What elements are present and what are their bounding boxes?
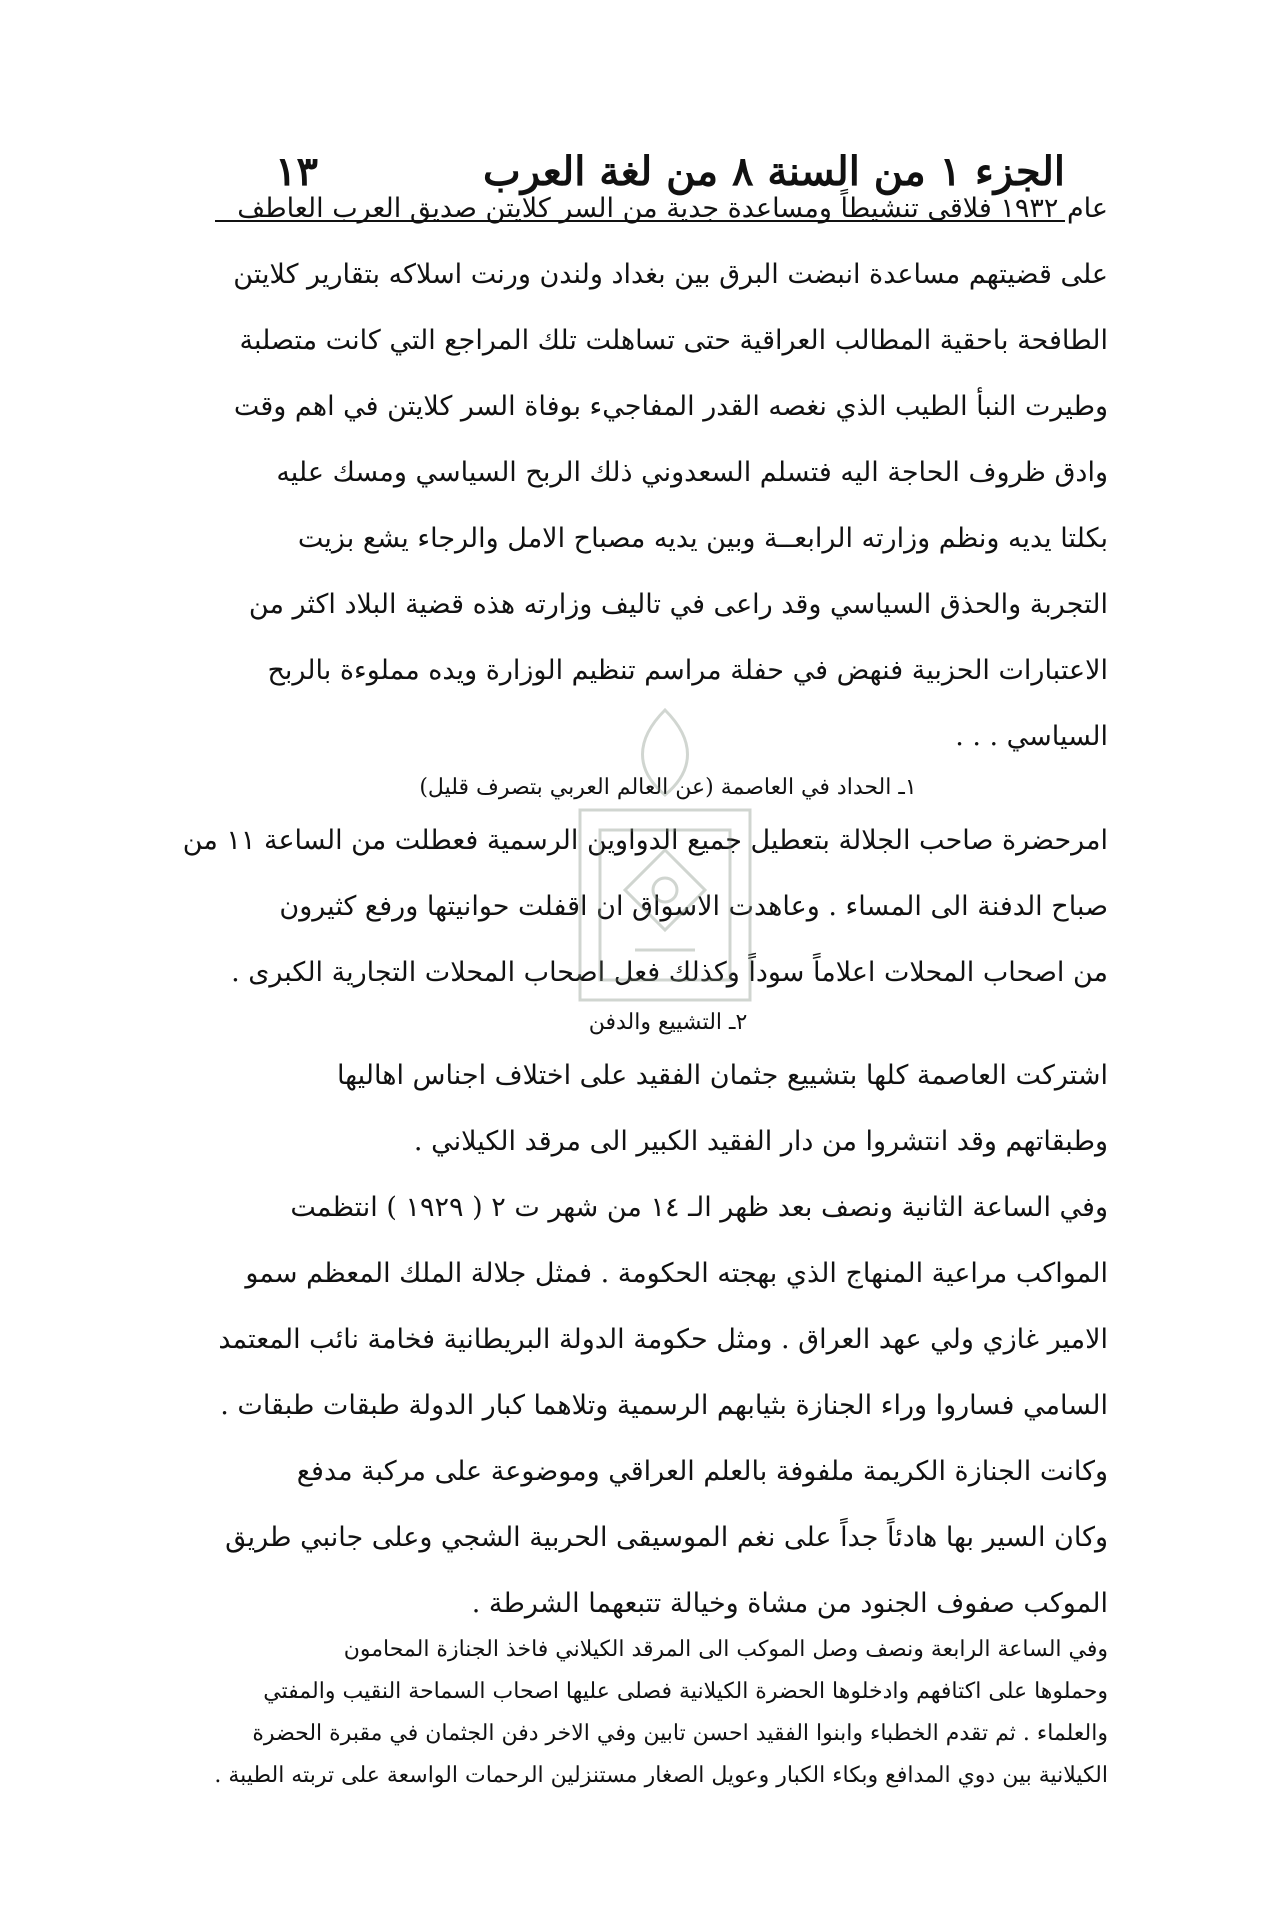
text-line: من اصحاب المحلات اعلاماً سوداً وكذلك فعل اصحاب المحلات التجارية الكبرى . — [231, 957, 1108, 988]
text-line: الموكب صفوف الجنود من مشاة وخيالة تتبعهما الشرطة . — [471, 1588, 1108, 1619]
text-line: اشتركت العاصمة كلها بتشييع جثمان الفقيد على اختلاف اجناس اهاليها — [336, 1060, 1108, 1091]
text-line: الامير غازي ولي عهد العراق . ومثل حكومة الدولة البريطانية فخامة نائب المعتمد — [218, 1324, 1108, 1355]
text-line: الكيلانية بين دوي المدافع وبكاء الكبار وعويل الصغار مستنزلين الرحمات الواسعة على تربته الطيبة . — [214, 1763, 1108, 1788]
text-line: وفي الساعة الثانية ونصف بعد ظهر الـ ١٤ من شهر ت ٢ ( ١٩٢٩ ) انتظمت — [290, 1192, 1108, 1223]
text-line: على قضيتهم مساعدة انبضت البرق بين بغداد ولندن ورنت اسلاكه بتقارير كلايتن — [233, 259, 1108, 290]
text-line: التجربة والحذق السياسي وقد راعى في تاليف وزارته هذه قضية البلاد اكثر من — [248, 589, 1108, 620]
text-line: امرحضرة صاحب الجلالة بتعطيل جميع الدواوين الرسمية فعطلت من الساعة ١١ من — [182, 825, 1108, 856]
paragraph-burial — [214, 1629, 1108, 1797]
text-line: وطبقاتهم وقد انتشروا من دار الفقيد الكبير الى مرقد الكيلاني . — [413, 1126, 1108, 1157]
text-line: وطيرت النبأ الطيب الذي نغصه القدر المفاجيء بوفاة السر كلايتن في اهم وقت — [233, 391, 1108, 422]
text-line: والعلماء . ثم تقدم الخطباء وابنوا الفقيد احسن تابين وفي الاخر دفن الجثمان في مقبرة الحضرة — [252, 1721, 1108, 1746]
paragraph-intro — [228, 176, 1108, 770]
text-line: الطافحة باحقية المطالب العراقية حتى تساهلت تلك المراجع التي كانت متصلبة — [239, 325, 1108, 356]
text-line: وفي الساعة الرابعة ونصف وصل الموكب الى المرقد الكيلاني فاخذ الجنازة المحامون — [343, 1637, 1108, 1662]
section-heading: ٢ـ التشييع والدفن — [588, 1010, 748, 1035]
text-line: السامي فساروا وراء الجنازة بثيابهم الرسمية وتلاهما كبار الدولة طبقات طبقات . — [220, 1390, 1108, 1421]
text-line: صباح الدفنة الى المساء . وعاهدت الاسواق ان اقفلت حوانيتها ورفع كثيرون — [279, 891, 1108, 922]
text-line: وكان السير بها هادئاً جداً على نغم الموسيقى الحربية الشجي وعلى جانبي طريق — [225, 1522, 1108, 1553]
section-heading: ١ـ الحداد في العاصمة (عن العالم العربي بتصرف قليل) — [419, 775, 917, 800]
text-line: عام ١٩٣٢ فلاقى تنشيطاً ومساعدة جدية من السر كلايتن صديق العرب العاطف — [237, 193, 1108, 224]
section-mourning — [182, 768, 1108, 1006]
text-line: وادق ظروف الحاجة اليه فتسلم السعدوني ذلك الربح السياسي ومسك عليه — [276, 457, 1108, 488]
text-line: السياسي . . . — [955, 721, 1108, 752]
text-line: الاعتبارات الحزبية فنهض في حفلة مراسم تنظيم الوزارة ويده مملوءة بالربح — [267, 655, 1108, 686]
text-line: وحملوها على اكتافهم وادخلوها الحضرة الكيلانية فصلى عليها اصحاب السماحة النقيب والمفتي — [263, 1679, 1108, 1704]
text-line: بكلتا يديه ونظم وزارته الرابعــة وبين يديه مصباح الامل والرجاء يشع بزيت — [297, 523, 1108, 554]
running-title: الجزء ١ من السنة ٨ من لغة العرب — [483, 148, 1065, 195]
text-line: المواكب مراعية المنهاج الذي بهجته الحكومة . فمثل جلالة الملك المعظم سمو — [245, 1258, 1108, 1289]
text-line: وكانت الجنازة الكريمة ملفوفة بالعلم العراقي وموضوعة على مركبة مدفع — [296, 1456, 1108, 1487]
page-number: ١٣ — [275, 148, 318, 195]
section-funeral — [218, 1003, 1108, 1637]
